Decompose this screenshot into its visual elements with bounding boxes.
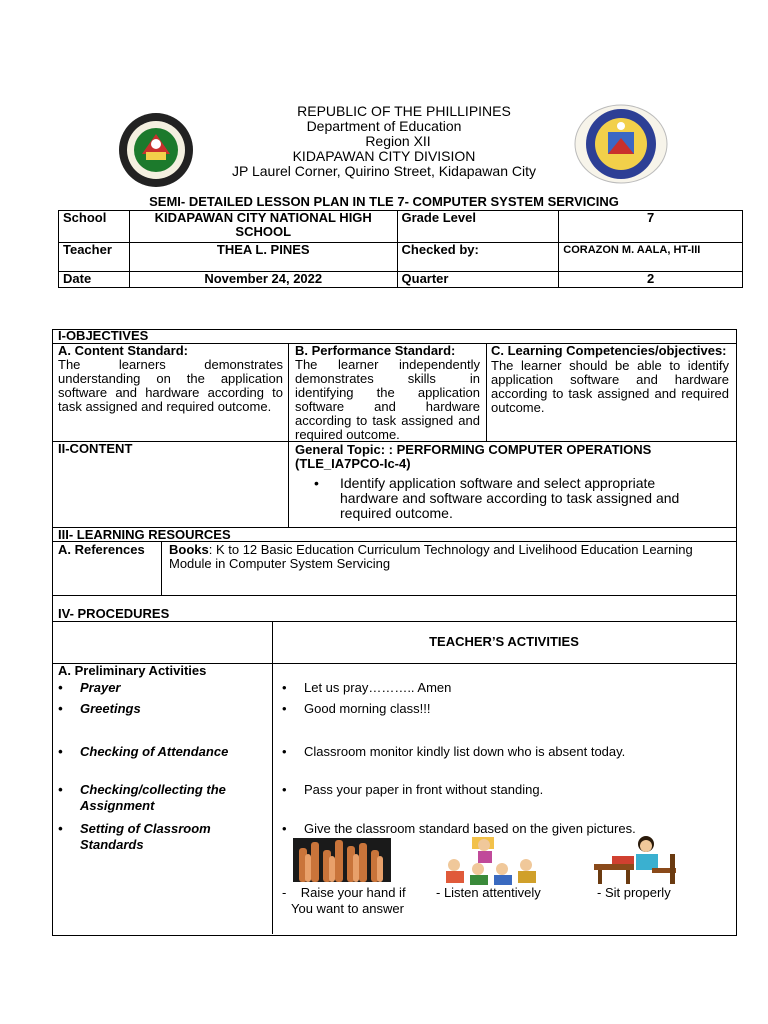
quarter-label: Quarter [397,272,559,288]
quarter-value: 2 [559,272,743,288]
header-republic: REPUBLIC OF THE PHILLIPINES [297,103,511,119]
header-address: JP Laurel Corner, Quirino Street, Kidapawan City [231,163,536,179]
date-label: Date [59,272,130,288]
header-division: KIDAPAWAN CITY DIVISION [292,148,476,164]
grade-label: Grade Level [397,211,559,243]
header-deped: Department of Education [306,118,462,134]
greetings-activity: • Good morning class!!! [282,701,431,716]
school-value: KIDAPAWAN CITY NATIONAL HIGH SCHOOL [129,211,397,243]
books-text: : K to 12 Basic Education Curriculum Technology and Livelihood Education Learning Module in Computer System Servicing [169,542,693,571]
performance-standard-label: B. Performance Standard: [295,343,456,358]
checked-label: Checked by: [397,243,559,272]
content-standard-text: The learners demonstrates understanding on the application software and hardware according to task assigned and required outcome. [58,357,283,414]
info-table [58,210,743,288]
attendance-activity: • Classroom monitor kindly list down who is absent today. [282,744,626,759]
greetings-label: • Greetings [58,701,141,716]
date-value: November 24, 2022 [129,272,397,288]
general-topic: General Topic: : PERFORMING COMPUTER OPERATIONS (TLE_IA7PCO-Ic-4) [295,442,652,471]
sitting-student-picture [592,834,686,884]
prayer-label: • Prayer [58,680,121,695]
assignment-label: • Checking/collecting the Assignment [58,782,226,813]
books-label: Books [169,542,209,557]
header-region: Region XII [365,133,431,149]
preliminary-activities: A. Preliminary Activities [58,663,207,678]
document-title: SEMI- DETAILED LESSON PLAN IN TLE 7- COMPUTER SYSTEM SERVICING [149,194,619,209]
caption-raise-hand: - Raise your hand if [282,885,406,900]
caption-listen: - Listen attentively [436,885,541,900]
content-heading: II-CONTENT [58,441,133,456]
content-standard-label: A. Content Standard: [58,343,188,358]
learning-competencies-text: The learner should be able to identify application software and hardware according to task assigned and required outcome. [491,358,729,415]
performance-standard-text: The learner independently demonstrates skills in identifying the application software and hardware according to task assigned and required outcome. [295,357,480,442]
books-reference [169,543,731,571]
caption-raise-hand-2: You want to answer [291,901,404,916]
teacher-value: THEA L. PINES [129,243,397,272]
checked-value: CORAZON M. AALA, HT-III [559,243,743,272]
grade-value: 7 [559,211,743,243]
assignment-activity: • Pass your paper in front without standing. [282,782,544,797]
objectives-heading: I-OBJECTIVES [58,328,149,343]
raised-hands-picture [293,838,391,882]
learning-competencies-label: C. Learning Competencies/objectives: [491,343,727,358]
teachers-activities-heading: TEACHER’S ACTIVITIES [429,634,579,649]
school-label: School [59,211,130,243]
content-bullet: Identify application software and select appropriate hardware and software according to task assigned and required outcome. [340,475,680,521]
teacher-label: Teacher [59,243,130,272]
classroom-standards-label: • Setting of Classroom Standards [58,821,211,852]
resources-heading: III- LEARNING RESOURCES [58,527,231,542]
caption-sit: - Sit properly [597,885,671,900]
prayer-activity: • Let us pray……….. Amen [282,680,452,695]
procedures-heading: IV- PROCEDURES [58,606,170,621]
attendance-label: • Checking of Attendance [58,744,229,759]
listening-students-picture [442,835,538,885]
classroom-standards-activity: • Give the classroom standard based on the given pictures. [282,821,636,836]
references-label: A. References [58,542,145,557]
